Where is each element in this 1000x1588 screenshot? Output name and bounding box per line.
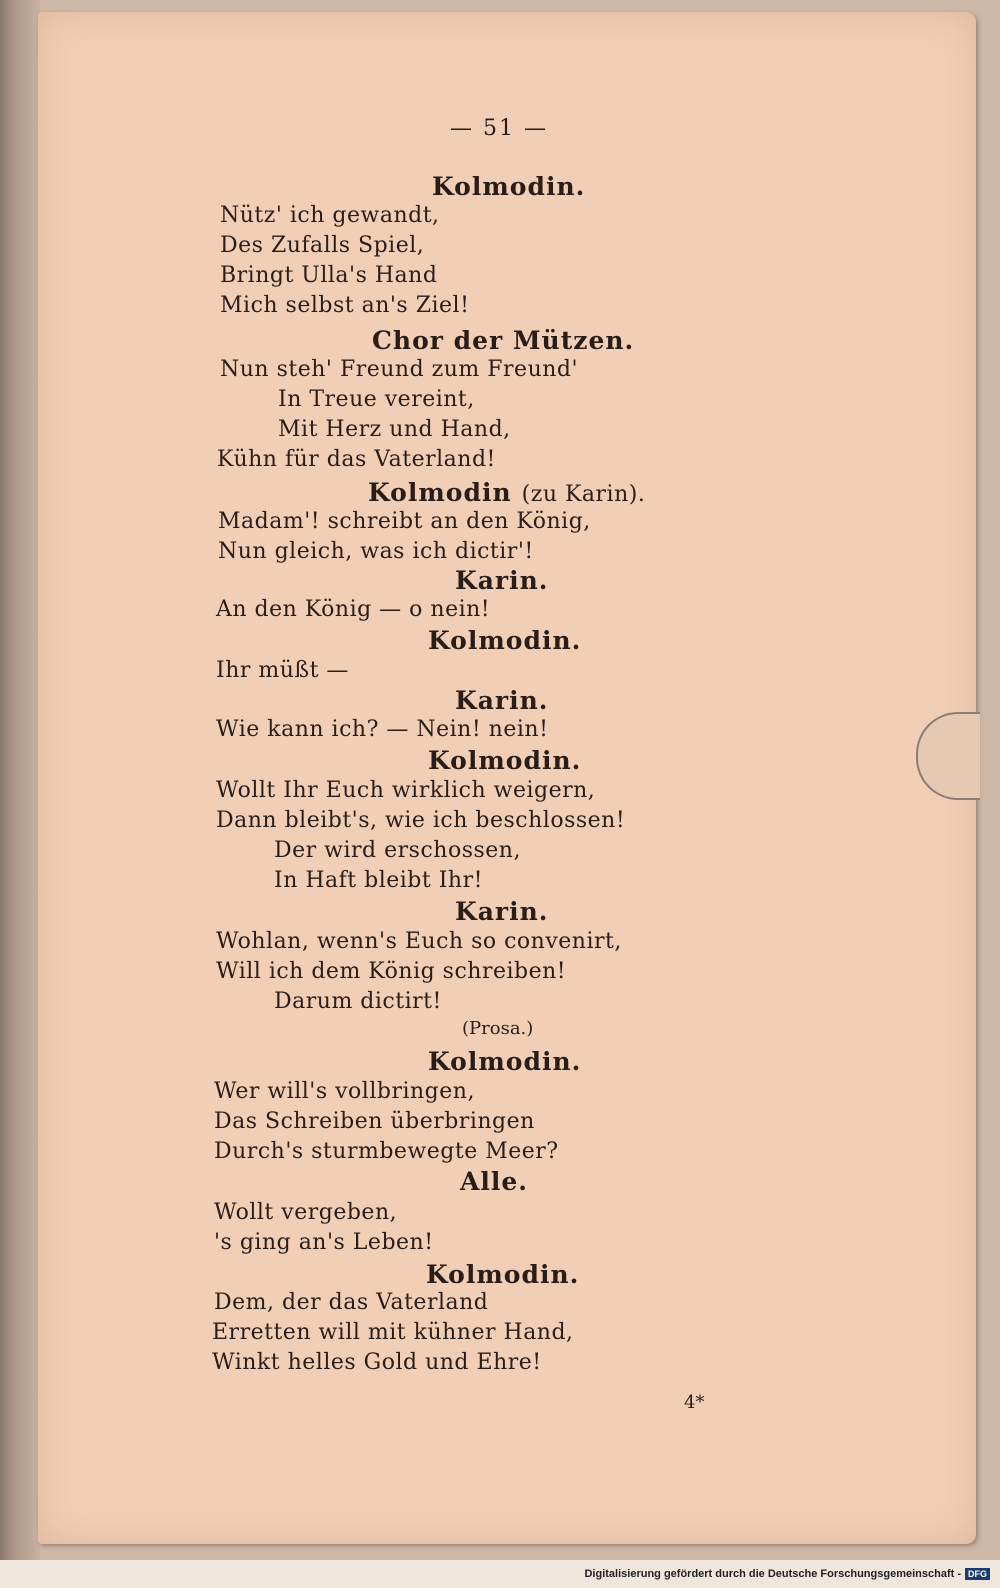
line-text: Kolmodin. — [428, 1047, 582, 1076]
line-text: Darum dictirt! — [274, 989, 442, 1014]
speaker-name — [368, 478, 645, 507]
verse-line — [214, 1079, 475, 1104]
speaker-name — [455, 566, 548, 595]
speaker-name — [426, 1260, 579, 1289]
verse-line — [214, 1290, 488, 1315]
verse-line — [218, 509, 591, 534]
verse-line — [216, 597, 490, 622]
line-text: Kolmodin — [368, 478, 512, 507]
speaker-name — [372, 326, 634, 355]
line-text: Erretten will mit kühner Hand, — [212, 1320, 574, 1345]
verse-line — [274, 868, 483, 893]
verse-line — [274, 838, 521, 863]
line-text: Bringt Ulla's Hand — [220, 263, 438, 288]
line-text: Kühn für das Vaterland! — [217, 447, 496, 472]
line-text: An den König — o nein! — [216, 597, 491, 622]
verse-line — [216, 929, 622, 954]
line-text: Karin. — [455, 897, 549, 926]
verse-line — [216, 808, 625, 833]
verse-line — [214, 1109, 535, 1134]
line-text: Wie kann ich? — Nein! nein! — [216, 717, 549, 742]
line-text: Alle. — [460, 1167, 529, 1196]
line-text: Winkt helles Gold und Ehre! — [212, 1350, 542, 1375]
verse-line — [214, 1139, 559, 1164]
verse-line — [220, 263, 437, 288]
speaker-name — [432, 172, 585, 201]
line-text: Kolmodin. — [426, 1260, 580, 1289]
verse-line — [212, 1320, 574, 1345]
verse-line — [220, 293, 469, 318]
line-text: Mit Herz und Hand, — [278, 417, 511, 442]
verse-line — [220, 357, 578, 382]
line-text: Des Zufalls Spiel, — [220, 233, 425, 258]
stage-direction — [462, 1018, 533, 1039]
line-text: Madam'! schreibt an den König, — [218, 509, 591, 534]
line-text: Will ich dem König schreiben! — [216, 959, 567, 984]
speaker-name — [428, 626, 581, 655]
verse-line — [274, 989, 442, 1014]
book-cover-edge — [0, 0, 40, 1560]
verse-line — [212, 1350, 542, 1375]
line-text: In Treue vereint, — [278, 387, 475, 412]
line-text: Wohlan, wenn's Euch so convenirt, — [216, 929, 622, 954]
line-text: Ihr müßt — — [216, 658, 349, 683]
stage-direction: (zu Karin). — [521, 482, 646, 507]
line-text: Chor der Mützen. — [372, 326, 635, 355]
line-text: Karin. — [455, 686, 549, 715]
line-text: Nütz' ich gewandt, — [220, 203, 440, 228]
line-text: (Prosa.) — [462, 1018, 534, 1039]
line-text: Kolmodin. — [428, 746, 582, 775]
verse-line — [216, 658, 349, 683]
verse-line — [216, 717, 548, 742]
verse-line — [220, 233, 424, 258]
line-text: Wollt Ihr Euch wirklich weigern, — [216, 778, 596, 803]
line-text: Der wird erschossen, — [274, 838, 521, 863]
line-text: Kolmodin. — [432, 172, 586, 201]
line-text: Karin. — [455, 566, 549, 595]
verse-line — [218, 539, 534, 564]
verse-line — [216, 959, 566, 984]
verse-line — [220, 203, 440, 228]
line-text: Mich selbst an's Ziel! — [220, 293, 470, 318]
line-text: Das Schreiben überbringen — [214, 1109, 535, 1134]
line-text: Wer will's vollbringen, — [214, 1079, 475, 1104]
line-text: Dem, der das Vaterland — [214, 1290, 489, 1315]
line-text: Kolmodin. — [428, 626, 582, 655]
speaker-name — [428, 746, 581, 775]
verse-line — [278, 387, 475, 412]
line-text: Nun steh' Freund zum Freund' — [220, 357, 579, 382]
verse-line — [214, 1230, 434, 1255]
speaker-name — [455, 686, 548, 715]
verse-line — [278, 417, 511, 442]
line-text: Dann bleibt's, wie ich beschlossen! — [216, 808, 626, 833]
line-text: 's ging an's Leben! — [214, 1230, 434, 1255]
dfg-logo: DFG — [965, 1568, 990, 1580]
signature-mark: 4* — [684, 1392, 705, 1413]
line-text: Durch's sturmbewegte Meer? — [214, 1139, 559, 1164]
speaker-name — [455, 897, 548, 926]
verse-line — [216, 778, 595, 803]
page-number: — 51 — — [450, 116, 548, 141]
line-text: Wollt vergeben, — [214, 1200, 398, 1225]
verse-line — [214, 1200, 397, 1225]
speaker-name — [460, 1167, 528, 1196]
line-text: In Haft bleibt Ihr! — [274, 868, 483, 893]
line-text: Nun gleich, was ich dictir'! — [218, 539, 534, 564]
speaker-name — [428, 1047, 581, 1076]
footer-text: Digitalisierung gefördert durch die Deutsche Forschungsgemeinschaft - — [584, 1568, 961, 1580]
footer — [584, 1564, 990, 1584]
verse-line — [217, 447, 496, 472]
